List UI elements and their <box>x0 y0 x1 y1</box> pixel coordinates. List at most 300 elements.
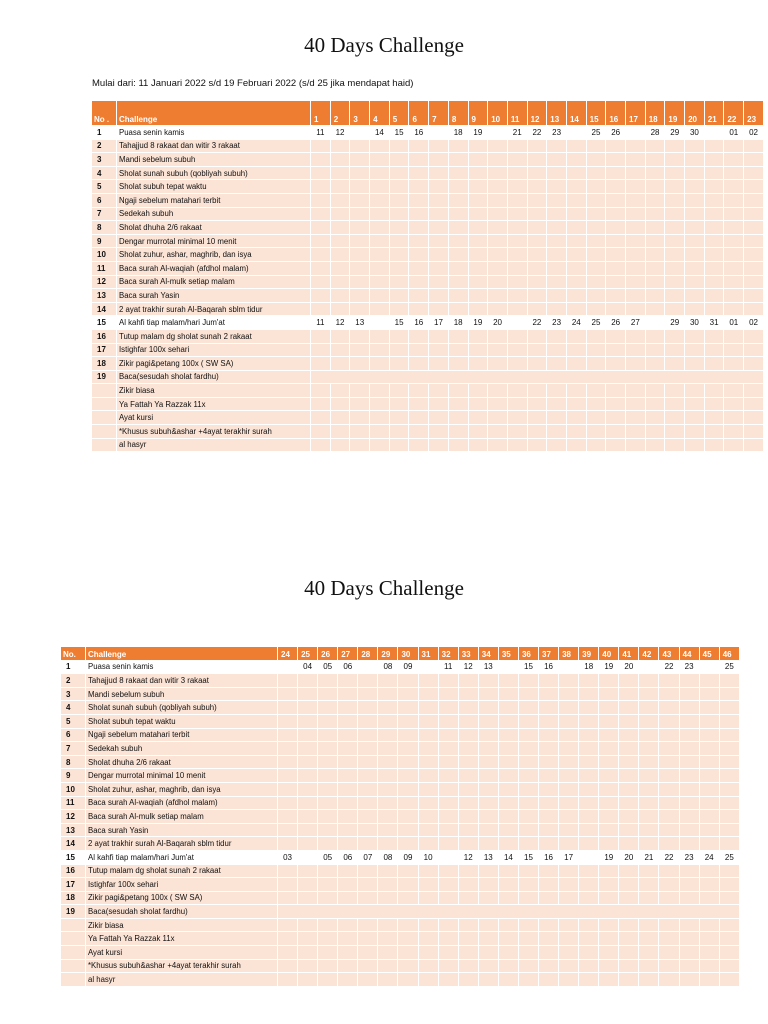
day-cell[interactable]: 18 <box>579 660 599 674</box>
day-cell[interactable] <box>478 674 498 688</box>
day-cell[interactable] <box>659 674 679 688</box>
day-cell[interactable] <box>719 674 739 688</box>
day-cell[interactable] <box>645 316 665 330</box>
day-cell[interactable] <box>468 234 488 248</box>
day-cell[interactable] <box>448 180 468 194</box>
day-cell[interactable] <box>378 891 398 905</box>
day-cell[interactable] <box>719 796 739 810</box>
day-cell[interactable]: 26 <box>606 316 626 330</box>
day-cell[interactable] <box>468 180 488 194</box>
day-cell[interactable] <box>278 878 298 892</box>
day-cell[interactable] <box>679 687 699 701</box>
day-cell[interactable] <box>311 302 331 316</box>
day-cell[interactable]: 24 <box>566 316 586 330</box>
day-cell[interactable] <box>458 973 478 987</box>
day-cell[interactable] <box>488 139 508 153</box>
day-cell[interactable] <box>409 411 429 425</box>
day-cell[interactable]: 15 <box>389 316 409 330</box>
day-cell[interactable] <box>547 384 567 398</box>
day-cell[interactable]: 19 <box>468 316 488 330</box>
day-cell[interactable] <box>429 302 449 316</box>
day-cell[interactable] <box>527 207 547 221</box>
day-cell[interactable] <box>448 289 468 303</box>
day-cell[interactable] <box>679 796 699 810</box>
day-cell[interactable] <box>311 234 331 248</box>
day-cell[interactable] <box>539 891 559 905</box>
day-cell[interactable] <box>488 261 508 275</box>
day-cell[interactable] <box>418 878 438 892</box>
day-cell[interactable] <box>318 714 338 728</box>
day-cell[interactable] <box>586 166 606 180</box>
day-cell[interactable] <box>645 207 665 221</box>
day-cell[interactable] <box>699 687 719 701</box>
day-cell[interactable] <box>639 837 659 851</box>
day-cell[interactable] <box>724 397 744 411</box>
day-cell[interactable] <box>559 918 579 932</box>
day-cell[interactable] <box>418 796 438 810</box>
day-cell[interactable] <box>298 728 318 742</box>
day-cell[interactable] <box>719 973 739 987</box>
day-cell[interactable] <box>559 810 579 824</box>
day-cell[interactable] <box>518 864 538 878</box>
day-cell[interactable] <box>488 180 508 194</box>
day-cell[interactable] <box>639 687 659 701</box>
day-cell[interactable] <box>599 932 619 946</box>
day-cell[interactable] <box>330 139 350 153</box>
day-cell[interactable] <box>338 973 358 987</box>
day-cell[interactable] <box>547 153 567 167</box>
day-cell[interactable] <box>579 932 599 946</box>
day-cell[interactable] <box>606 275 626 289</box>
day-cell[interactable]: 14 <box>498 850 518 864</box>
day-cell[interactable] <box>448 438 468 452</box>
day-cell[interactable] <box>704 221 724 235</box>
day-cell[interactable]: 23 <box>547 126 567 140</box>
day-cell[interactable] <box>659 823 679 837</box>
day-cell[interactable]: 24 <box>699 850 719 864</box>
day-cell[interactable] <box>278 714 298 728</box>
day-cell[interactable] <box>318 810 338 824</box>
day-cell[interactable] <box>539 742 559 756</box>
day-cell[interactable] <box>724 289 744 303</box>
day-cell[interactable] <box>458 932 478 946</box>
day-cell[interactable] <box>378 918 398 932</box>
day-cell[interactable] <box>298 932 318 946</box>
day-cell[interactable] <box>744 357 764 371</box>
day-cell[interactable] <box>358 660 378 674</box>
day-cell[interactable] <box>579 674 599 688</box>
day-cell[interactable] <box>350 425 370 439</box>
day-cell[interactable] <box>645 234 665 248</box>
day-cell[interactable] <box>699 973 719 987</box>
day-cell[interactable] <box>438 782 458 796</box>
day-cell[interactable] <box>311 166 331 180</box>
day-cell[interactable] <box>298 959 318 973</box>
day-cell[interactable] <box>488 357 508 371</box>
day-cell[interactable] <box>358 755 378 769</box>
day-cell[interactable] <box>659 755 679 769</box>
day-cell[interactable] <box>685 357 705 371</box>
day-cell[interactable] <box>724 248 744 262</box>
day-cell[interactable] <box>318 796 338 810</box>
day-cell[interactable] <box>659 973 679 987</box>
day-cell[interactable] <box>699 742 719 756</box>
day-cell[interactable] <box>330 248 350 262</box>
day-cell[interactable] <box>448 343 468 357</box>
day-cell[interactable] <box>378 837 398 851</box>
day-cell[interactable] <box>278 864 298 878</box>
day-cell[interactable] <box>330 166 350 180</box>
day-cell[interactable] <box>358 837 378 851</box>
day-cell[interactable]: 23 <box>547 316 567 330</box>
day-cell[interactable] <box>370 139 390 153</box>
day-cell[interactable] <box>685 411 705 425</box>
day-cell[interactable] <box>488 411 508 425</box>
day-cell[interactable] <box>586 193 606 207</box>
day-cell[interactable] <box>298 782 318 796</box>
day-cell[interactable] <box>370 261 390 275</box>
day-cell[interactable] <box>478 796 498 810</box>
day-cell[interactable] <box>318 946 338 960</box>
day-cell[interactable] <box>665 302 685 316</box>
day-cell[interactable] <box>448 248 468 262</box>
day-cell[interactable] <box>665 289 685 303</box>
day-cell[interactable] <box>429 397 449 411</box>
day-cell[interactable] <box>559 769 579 783</box>
day-cell[interactable] <box>378 810 398 824</box>
day-cell[interactable] <box>498 687 518 701</box>
day-cell[interactable] <box>338 932 358 946</box>
day-cell[interactable] <box>599 973 619 987</box>
day-cell[interactable] <box>586 411 606 425</box>
day-cell[interactable] <box>429 234 449 248</box>
day-cell[interactable] <box>599 687 619 701</box>
day-cell[interactable] <box>586 397 606 411</box>
day-cell[interactable] <box>378 769 398 783</box>
day-cell[interactable] <box>409 275 429 289</box>
day-cell[interactable] <box>659 796 679 810</box>
day-cell[interactable] <box>448 221 468 235</box>
day-cell[interactable] <box>478 782 498 796</box>
day-cell[interactable] <box>685 180 705 194</box>
day-cell[interactable] <box>645 411 665 425</box>
day-cell[interactable] <box>744 329 764 343</box>
day-cell[interactable] <box>619 674 639 688</box>
day-cell[interactable] <box>311 261 331 275</box>
day-cell[interactable] <box>378 782 398 796</box>
day-cell[interactable] <box>626 343 646 357</box>
day-cell[interactable] <box>659 959 679 973</box>
day-cell[interactable] <box>724 139 744 153</box>
day-cell[interactable] <box>358 742 378 756</box>
day-cell[interactable] <box>639 660 659 674</box>
day-cell[interactable] <box>559 755 579 769</box>
day-cell[interactable] <box>398 946 418 960</box>
day-cell[interactable] <box>744 193 764 207</box>
day-cell[interactable] <box>566 221 586 235</box>
day-cell[interactable] <box>298 946 318 960</box>
day-cell[interactable] <box>458 687 478 701</box>
day-cell[interactable] <box>488 126 508 140</box>
day-cell[interactable] <box>370 275 390 289</box>
day-cell[interactable] <box>278 823 298 837</box>
day-cell[interactable] <box>468 221 488 235</box>
day-cell[interactable] <box>699 918 719 932</box>
day-cell[interactable] <box>744 139 764 153</box>
day-cell[interactable] <box>478 701 498 715</box>
day-cell[interactable] <box>626 302 646 316</box>
day-cell[interactable] <box>429 248 449 262</box>
day-cell[interactable] <box>586 221 606 235</box>
day-cell[interactable] <box>429 261 449 275</box>
day-cell[interactable] <box>665 248 685 262</box>
day-cell[interactable]: 02 <box>744 316 764 330</box>
day-cell[interactable] <box>468 139 488 153</box>
day-cell[interactable] <box>438 796 458 810</box>
day-cell[interactable] <box>547 343 567 357</box>
day-cell[interactable]: 22 <box>527 316 547 330</box>
day-cell[interactable] <box>606 139 626 153</box>
day-cell[interactable] <box>559 932 579 946</box>
day-cell[interactable] <box>659 701 679 715</box>
day-cell[interactable] <box>429 221 449 235</box>
day-cell[interactable] <box>298 755 318 769</box>
day-cell[interactable] <box>418 810 438 824</box>
day-cell[interactable] <box>507 329 527 343</box>
day-cell[interactable]: 12 <box>330 316 350 330</box>
day-cell[interactable] <box>639 959 659 973</box>
day-cell[interactable] <box>719 728 739 742</box>
day-cell[interactable] <box>418 755 438 769</box>
day-cell[interactable] <box>350 180 370 194</box>
day-cell[interactable] <box>458 810 478 824</box>
day-cell[interactable] <box>498 782 518 796</box>
day-cell[interactable] <box>606 357 626 371</box>
day-cell[interactable] <box>350 302 370 316</box>
day-cell[interactable] <box>566 234 586 248</box>
day-cell[interactable] <box>507 316 527 330</box>
day-cell[interactable] <box>378 973 398 987</box>
day-cell[interactable] <box>488 438 508 452</box>
day-cell[interactable]: 16 <box>539 850 559 864</box>
day-cell[interactable] <box>665 425 685 439</box>
day-cell[interactable] <box>330 180 350 194</box>
day-cell[interactable]: 05 <box>318 660 338 674</box>
day-cell[interactable] <box>606 397 626 411</box>
day-cell[interactable] <box>566 438 586 452</box>
day-cell[interactable] <box>586 153 606 167</box>
day-cell[interactable] <box>358 946 378 960</box>
day-cell[interactable] <box>378 932 398 946</box>
day-cell[interactable] <box>626 357 646 371</box>
day-cell[interactable] <box>298 918 318 932</box>
day-cell[interactable]: 26 <box>606 126 626 140</box>
day-cell[interactable] <box>429 343 449 357</box>
day-cell[interactable] <box>606 411 626 425</box>
day-cell[interactable] <box>338 810 358 824</box>
day-cell[interactable] <box>685 166 705 180</box>
day-cell[interactable] <box>350 139 370 153</box>
day-cell[interactable] <box>586 180 606 194</box>
day-cell[interactable] <box>744 234 764 248</box>
day-cell[interactable] <box>438 687 458 701</box>
day-cell[interactable] <box>685 438 705 452</box>
day-cell[interactable] <box>389 343 409 357</box>
day-cell[interactable] <box>311 425 331 439</box>
day-cell[interactable] <box>547 357 567 371</box>
day-cell[interactable] <box>639 714 659 728</box>
day-cell[interactable] <box>559 742 579 756</box>
day-cell[interactable] <box>478 810 498 824</box>
day-cell[interactable] <box>507 153 527 167</box>
day-cell[interactable] <box>311 384 331 398</box>
day-cell[interactable] <box>429 193 449 207</box>
day-cell[interactable] <box>539 769 559 783</box>
day-cell[interactable] <box>539 946 559 960</box>
day-cell[interactable] <box>566 302 586 316</box>
day-cell[interactable] <box>448 425 468 439</box>
day-cell[interactable] <box>579 769 599 783</box>
day-cell[interactable] <box>606 180 626 194</box>
day-cell[interactable] <box>278 932 298 946</box>
day-cell[interactable] <box>547 193 567 207</box>
day-cell[interactable] <box>619 932 639 946</box>
day-cell[interactable] <box>378 755 398 769</box>
day-cell[interactable] <box>599 959 619 973</box>
day-cell[interactable] <box>606 329 626 343</box>
day-cell[interactable] <box>318 769 338 783</box>
day-cell[interactable] <box>719 755 739 769</box>
day-cell[interactable] <box>478 742 498 756</box>
day-cell[interactable] <box>398 714 418 728</box>
day-cell[interactable] <box>744 343 764 357</box>
day-cell[interactable] <box>586 302 606 316</box>
day-cell[interactable] <box>679 810 699 824</box>
day-cell[interactable] <box>398 864 418 878</box>
day-cell[interactable] <box>685 397 705 411</box>
day-cell[interactable] <box>370 343 390 357</box>
day-cell[interactable] <box>744 302 764 316</box>
day-cell[interactable] <box>566 397 586 411</box>
day-cell[interactable] <box>468 357 488 371</box>
day-cell[interactable] <box>586 207 606 221</box>
day-cell[interactable] <box>639 823 659 837</box>
day-cell[interactable] <box>566 343 586 357</box>
day-cell[interactable] <box>389 193 409 207</box>
day-cell[interactable] <box>389 221 409 235</box>
day-cell[interactable] <box>458 714 478 728</box>
day-cell[interactable] <box>338 864 358 878</box>
day-cell[interactable] <box>338 959 358 973</box>
day-cell[interactable] <box>566 248 586 262</box>
day-cell[interactable] <box>626 193 646 207</box>
day-cell[interactable] <box>518 769 538 783</box>
day-cell[interactable] <box>278 918 298 932</box>
day-cell[interactable] <box>311 289 331 303</box>
day-cell[interactable] <box>606 248 626 262</box>
day-cell[interactable] <box>679 878 699 892</box>
day-cell[interactable] <box>685 193 705 207</box>
day-cell[interactable] <box>278 742 298 756</box>
day-cell[interactable] <box>527 261 547 275</box>
day-cell[interactable] <box>665 234 685 248</box>
day-cell[interactable]: 23 <box>679 850 699 864</box>
day-cell[interactable] <box>498 932 518 946</box>
day-cell[interactable] <box>679 959 699 973</box>
day-cell[interactable] <box>358 714 378 728</box>
day-cell[interactable] <box>429 329 449 343</box>
day-cell[interactable] <box>579 959 599 973</box>
day-cell[interactable] <box>298 714 318 728</box>
day-cell[interactable]: 10 <box>418 850 438 864</box>
day-cell[interactable] <box>338 755 358 769</box>
day-cell[interactable] <box>478 687 498 701</box>
day-cell[interactable] <box>744 221 764 235</box>
day-cell[interactable] <box>378 878 398 892</box>
day-cell[interactable] <box>298 823 318 837</box>
day-cell[interactable] <box>478 823 498 837</box>
day-cell[interactable] <box>418 769 438 783</box>
day-cell[interactable] <box>626 329 646 343</box>
day-cell[interactable] <box>679 742 699 756</box>
day-cell[interactable] <box>398 823 418 837</box>
day-cell[interactable] <box>579 687 599 701</box>
day-cell[interactable] <box>639 782 659 796</box>
day-cell[interactable] <box>699 864 719 878</box>
day-cell[interactable] <box>350 153 370 167</box>
day-cell[interactable] <box>311 438 331 452</box>
day-cell[interactable] <box>699 823 719 837</box>
day-cell[interactable] <box>438 973 458 987</box>
day-cell[interactable] <box>330 234 350 248</box>
day-cell[interactable] <box>626 139 646 153</box>
day-cell[interactable] <box>606 234 626 248</box>
day-cell[interactable] <box>518 823 538 837</box>
day-cell[interactable]: 15 <box>389 126 409 140</box>
day-cell[interactable] <box>498 918 518 932</box>
day-cell[interactable] <box>566 193 586 207</box>
day-cell[interactable] <box>507 180 527 194</box>
day-cell[interactable] <box>507 397 527 411</box>
day-cell[interactable] <box>518 932 538 946</box>
day-cell[interactable] <box>539 878 559 892</box>
day-cell[interactable] <box>311 207 331 221</box>
day-cell[interactable] <box>639 755 659 769</box>
day-cell[interactable] <box>389 411 409 425</box>
day-cell[interactable] <box>547 234 567 248</box>
day-cell[interactable] <box>645 289 665 303</box>
day-cell[interactable] <box>619 837 639 851</box>
day-cell[interactable] <box>606 207 626 221</box>
day-cell[interactable] <box>539 687 559 701</box>
day-cell[interactable] <box>719 932 739 946</box>
day-cell[interactable] <box>330 207 350 221</box>
day-cell[interactable] <box>606 289 626 303</box>
day-cell[interactable] <box>527 153 547 167</box>
day-cell[interactable]: 25 <box>586 316 606 330</box>
day-cell[interactable] <box>448 384 468 398</box>
day-cell[interactable] <box>719 782 739 796</box>
day-cell[interactable] <box>398 932 418 946</box>
day-cell[interactable] <box>586 289 606 303</box>
day-cell[interactable]: 01 <box>724 126 744 140</box>
day-cell[interactable] <box>278 810 298 824</box>
day-cell[interactable] <box>606 438 626 452</box>
day-cell[interactable] <box>378 796 398 810</box>
day-cell[interactable]: 25 <box>719 850 739 864</box>
day-cell[interactable] <box>478 837 498 851</box>
day-cell[interactable] <box>659 714 679 728</box>
